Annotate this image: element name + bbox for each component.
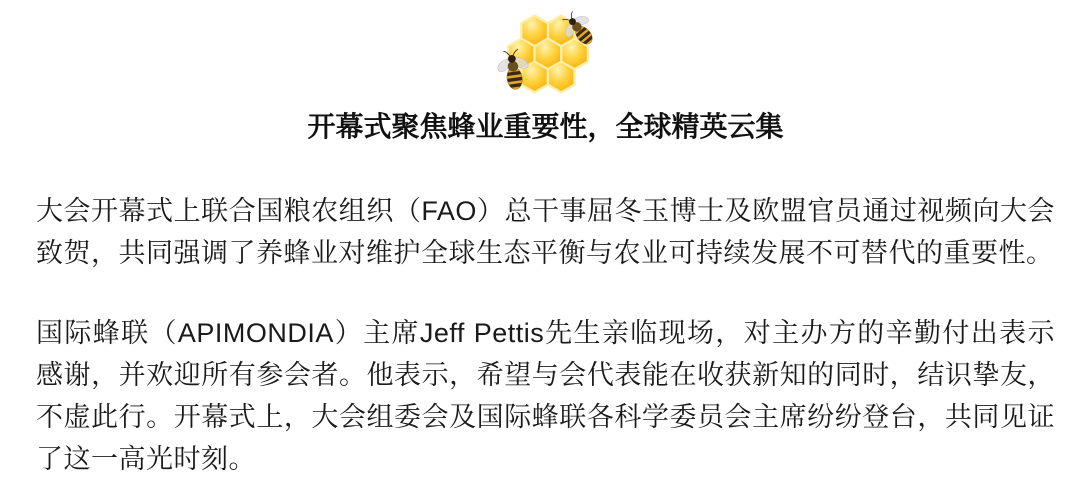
paragraph-apimondia-president: 国际蜂联（APIMONDIA）主席Jeff Pettis先生亲临现场，对主办方的辛勤付出表示感谢，并欢迎所有参会者。他表示，希望与会代表能在收获新知的同时，结识挚友，不虚此行。开幕式上，大会组委会及国际蜂联各科学委员会主席纷纷登台，共同见证了这一高光时刻。 bbox=[36, 318, 1055, 474]
paragraph-opening-ceremony: 大会开幕式上联合国粮农组织（FAO）总干事屈冬玉博士及欧盟官员通过视频向大会致贺，共同强调了养蜂业对维护全球生态平衡与农业可持续发展不可替代的重要性。 bbox=[36, 196, 1055, 268]
bees-honeycomb-image bbox=[36, 0, 1055, 98]
bees-honeycomb-illustration bbox=[472, 4, 620, 100]
article-title: 开幕式聚焦蜂业重要性，全球精英云集 bbox=[307, 111, 784, 142]
article-body bbox=[36, 190, 1055, 480]
